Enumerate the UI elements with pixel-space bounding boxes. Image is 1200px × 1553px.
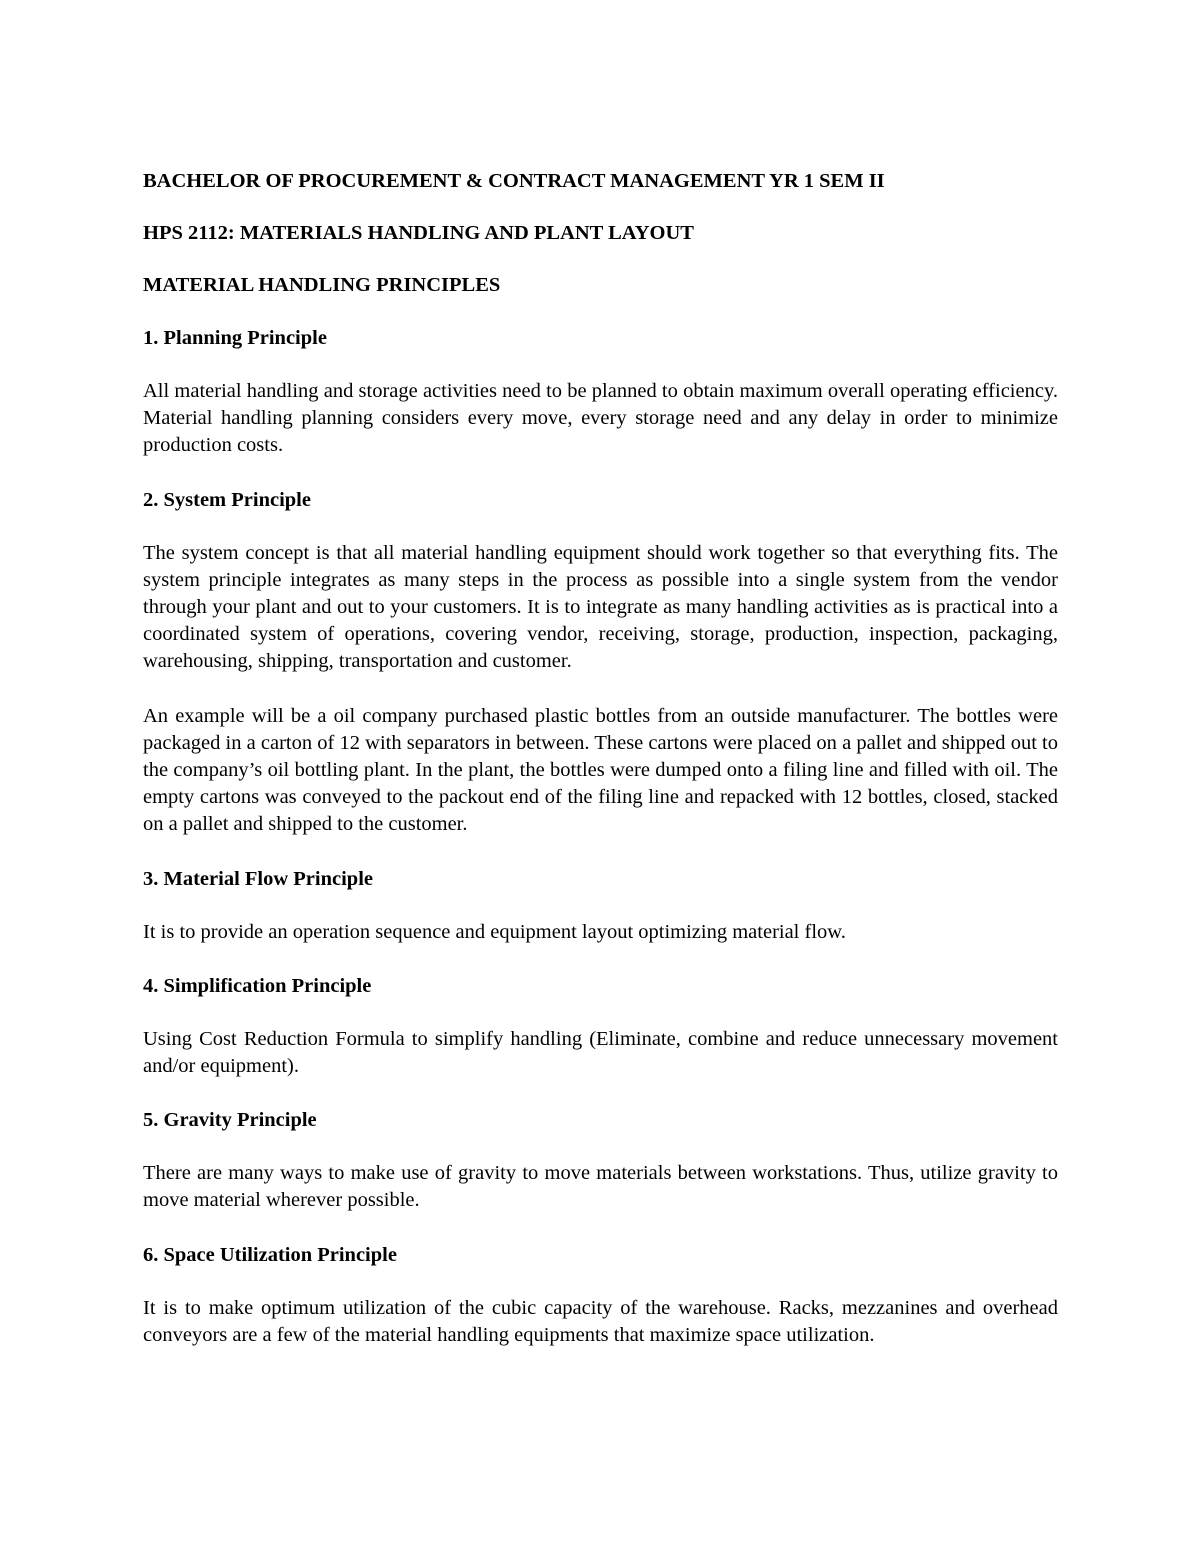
course-title: HPS 2112: MATERIALS HANDLING AND PLANT LAYOUT bbox=[143, 222, 694, 244]
section-paragraph: There are many ways to make use of gravity to move materials between workstations. Thus, utilize gravity to move material wherever possible. bbox=[143, 1162, 1058, 1212]
section-planning-principle bbox=[143, 325, 1058, 460]
section-paragraph: It is to make optimum utilization of the cubic capacity of the warehouse. Racks, mezzanines and overhead conveyors are a few of the material handling equipments that maximize space utilization. bbox=[143, 1296, 1058, 1346]
section-space-utilization-principle bbox=[143, 1242, 1058, 1349]
section-paragraph: The system concept is that all material handling equipment should work together so that everything fits. The system principle integrates as many steps in the process as possible into a single system from the vendor through your plant and out to your customers. It is to integrate as many handling activities as is practical into a coordinated system of operations, covering vendor, receiving, storage, production, inspection, packaging, warehousing, shipping, transportation and customer. bbox=[143, 541, 1058, 673]
section-heading: 6. Space Utilization Principle bbox=[143, 1243, 397, 1266]
section-paragraph: All material handling and storage activities need to be planned to obtain maximum overall operating efficiency. Material handling planning considers every move, every storage need and any delay in order to minimize production costs. bbox=[143, 380, 1058, 457]
section-material-flow-principle bbox=[143, 866, 1058, 946]
section-simplification-principle bbox=[143, 973, 1058, 1080]
section-heading: 1. Planning Principle bbox=[143, 327, 327, 349]
section-heading: 5. Gravity Principle bbox=[143, 1109, 317, 1132]
section-heading: 3. Material Flow Principle bbox=[143, 867, 373, 890]
section-gravity-principle bbox=[143, 1107, 1058, 1214]
section-paragraph: Using Cost Reduction Formula to simplify handling (Eliminate, combine and reduce unnecessary movement and/or equipment). bbox=[143, 1027, 1058, 1078]
document-body bbox=[143, 168, 1058, 1349]
section-heading: 4. Simplification Principle bbox=[143, 974, 372, 997]
section-paragraph: An example will be a oil company purchased plastic bottles from an outside manufacturer. The bottles were packaged in a carton of 12 with separators in between. These cartons were placed on a pallet and shipped out to the company’s oil bottling plant. In the plant, the bottles were dumped onto a filing line and filled with oil. The empty cartons was conveyed to the packout end of the filing line and repacked with 12 bottles, closed, stacked on a pallet and shipped to the customer. bbox=[143, 704, 1058, 836]
section-system-principle bbox=[143, 487, 1058, 839]
topic-title: MATERIAL HANDLING PRINCIPLES bbox=[143, 274, 501, 296]
section-paragraph: It is to provide an operation sequence and equipment layout optimizing material flow. bbox=[143, 920, 846, 943]
section-heading: 2. System Principle bbox=[143, 488, 311, 511]
document-title: BACHELOR OF PROCUREMENT & CONTRACT MANAGEMENT YR 1 SEM II bbox=[143, 170, 885, 192]
